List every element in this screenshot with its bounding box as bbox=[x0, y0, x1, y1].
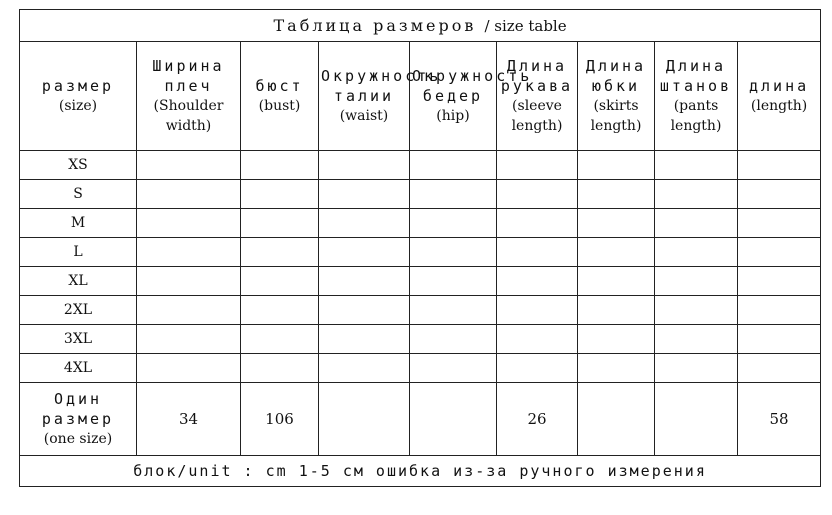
value-cell bbox=[578, 383, 655, 456]
empty-cell bbox=[738, 296, 821, 325]
empty-cell bbox=[655, 209, 738, 238]
empty-cell bbox=[497, 238, 578, 267]
header-skirt-length: Длина юбки (skirts length) bbox=[578, 42, 655, 151]
size-label: L bbox=[20, 238, 137, 267]
empty-cell bbox=[137, 209, 241, 238]
empty-cell bbox=[578, 151, 655, 180]
empty-cell bbox=[655, 296, 738, 325]
empty-cell bbox=[410, 296, 497, 325]
value-cell bbox=[655, 383, 738, 456]
empty-cell bbox=[319, 238, 410, 267]
value-cell: 34 bbox=[137, 383, 241, 456]
size-label: S bbox=[20, 180, 137, 209]
empty-cell bbox=[319, 151, 410, 180]
empty-cell bbox=[137, 151, 241, 180]
empty-cell bbox=[137, 180, 241, 209]
table-row bbox=[20, 296, 821, 325]
empty-cell bbox=[319, 325, 410, 354]
empty-cell bbox=[410, 151, 497, 180]
table-row-one-size bbox=[20, 383, 821, 456]
empty-cell bbox=[319, 296, 410, 325]
empty-cell bbox=[241, 296, 319, 325]
table-title bbox=[20, 10, 821, 42]
empty-cell bbox=[497, 209, 578, 238]
empty-cell bbox=[738, 354, 821, 383]
empty-cell bbox=[137, 296, 241, 325]
empty-cell bbox=[241, 209, 319, 238]
empty-cell bbox=[319, 354, 410, 383]
value-cell bbox=[410, 383, 497, 456]
header-size: размер (size) bbox=[20, 42, 137, 151]
empty-cell bbox=[578, 354, 655, 383]
table-row bbox=[20, 354, 821, 383]
empty-cell bbox=[655, 325, 738, 354]
empty-cell bbox=[241, 325, 319, 354]
value-cell: 58 bbox=[738, 383, 821, 456]
header-waist: Окружность талии (waist) bbox=[319, 42, 410, 151]
empty-cell bbox=[738, 209, 821, 238]
table-row bbox=[20, 209, 821, 238]
header-hip: Окружность бедер (hip) bbox=[410, 42, 497, 151]
table-row bbox=[20, 267, 821, 296]
empty-cell bbox=[241, 151, 319, 180]
empty-cell bbox=[410, 238, 497, 267]
size-table bbox=[19, 9, 821, 487]
empty-cell bbox=[578, 296, 655, 325]
empty-cell bbox=[738, 151, 821, 180]
empty-cell bbox=[578, 267, 655, 296]
header-shoulder-width: Ширина плеч (Shoulder width) bbox=[137, 42, 241, 151]
empty-cell bbox=[497, 267, 578, 296]
size-label: 4XL bbox=[20, 354, 137, 383]
size-label: M bbox=[20, 209, 137, 238]
empty-cell bbox=[497, 354, 578, 383]
empty-cell bbox=[410, 209, 497, 238]
header-pants-length: Длина штанов (pants length) bbox=[655, 42, 738, 151]
empty-cell bbox=[497, 296, 578, 325]
empty-cell bbox=[410, 354, 497, 383]
empty-cell bbox=[497, 180, 578, 209]
empty-cell bbox=[497, 151, 578, 180]
table-row bbox=[20, 180, 821, 209]
empty-cell bbox=[578, 180, 655, 209]
empty-cell bbox=[241, 267, 319, 296]
size-chart bbox=[19, 9, 820, 499]
empty-cell bbox=[319, 209, 410, 238]
empty-cell bbox=[655, 267, 738, 296]
header-bust: бюст (bust) bbox=[241, 42, 319, 151]
empty-cell bbox=[410, 325, 497, 354]
empty-cell bbox=[137, 354, 241, 383]
size-label: XL bbox=[20, 267, 137, 296]
empty-cell bbox=[241, 180, 319, 209]
table-row bbox=[20, 151, 821, 180]
empty-cell bbox=[655, 180, 738, 209]
empty-cell bbox=[319, 180, 410, 209]
table-row bbox=[20, 325, 821, 354]
empty-cell bbox=[655, 151, 738, 180]
header-sleeve-length: Длина рукава (sleeve length) bbox=[497, 42, 578, 151]
empty-cell bbox=[241, 238, 319, 267]
empty-cell bbox=[738, 325, 821, 354]
empty-cell bbox=[241, 354, 319, 383]
empty-cell bbox=[738, 238, 821, 267]
one-size-label: Один размер (one size) bbox=[20, 383, 137, 456]
empty-cell bbox=[137, 238, 241, 267]
empty-cell bbox=[410, 180, 497, 209]
empty-cell bbox=[319, 267, 410, 296]
size-label: 2XL bbox=[20, 296, 137, 325]
table-title-ru: Таблица размеров bbox=[273, 16, 477, 35]
empty-cell bbox=[655, 238, 738, 267]
empty-cell bbox=[137, 267, 241, 296]
table-row bbox=[20, 238, 821, 267]
value-cell: 26 bbox=[497, 383, 578, 456]
table-title-en: / size table bbox=[484, 17, 567, 35]
empty-cell bbox=[137, 325, 241, 354]
header-length: длина (length) bbox=[738, 42, 821, 151]
value-cell: 106 bbox=[241, 383, 319, 456]
header-row bbox=[20, 42, 821, 151]
empty-cell bbox=[497, 325, 578, 354]
value-cell bbox=[319, 383, 410, 456]
empty-cell bbox=[738, 180, 821, 209]
empty-cell bbox=[578, 325, 655, 354]
empty-cell bbox=[410, 267, 497, 296]
footer-note: блок/unit : cm 1-5 см ошибка из-за ручного измерения bbox=[20, 456, 821, 487]
empty-cell bbox=[738, 267, 821, 296]
empty-cell bbox=[578, 238, 655, 267]
size-label: XS bbox=[20, 151, 137, 180]
size-label: 3XL bbox=[20, 325, 137, 354]
empty-cell bbox=[578, 209, 655, 238]
empty-cell bbox=[655, 354, 738, 383]
